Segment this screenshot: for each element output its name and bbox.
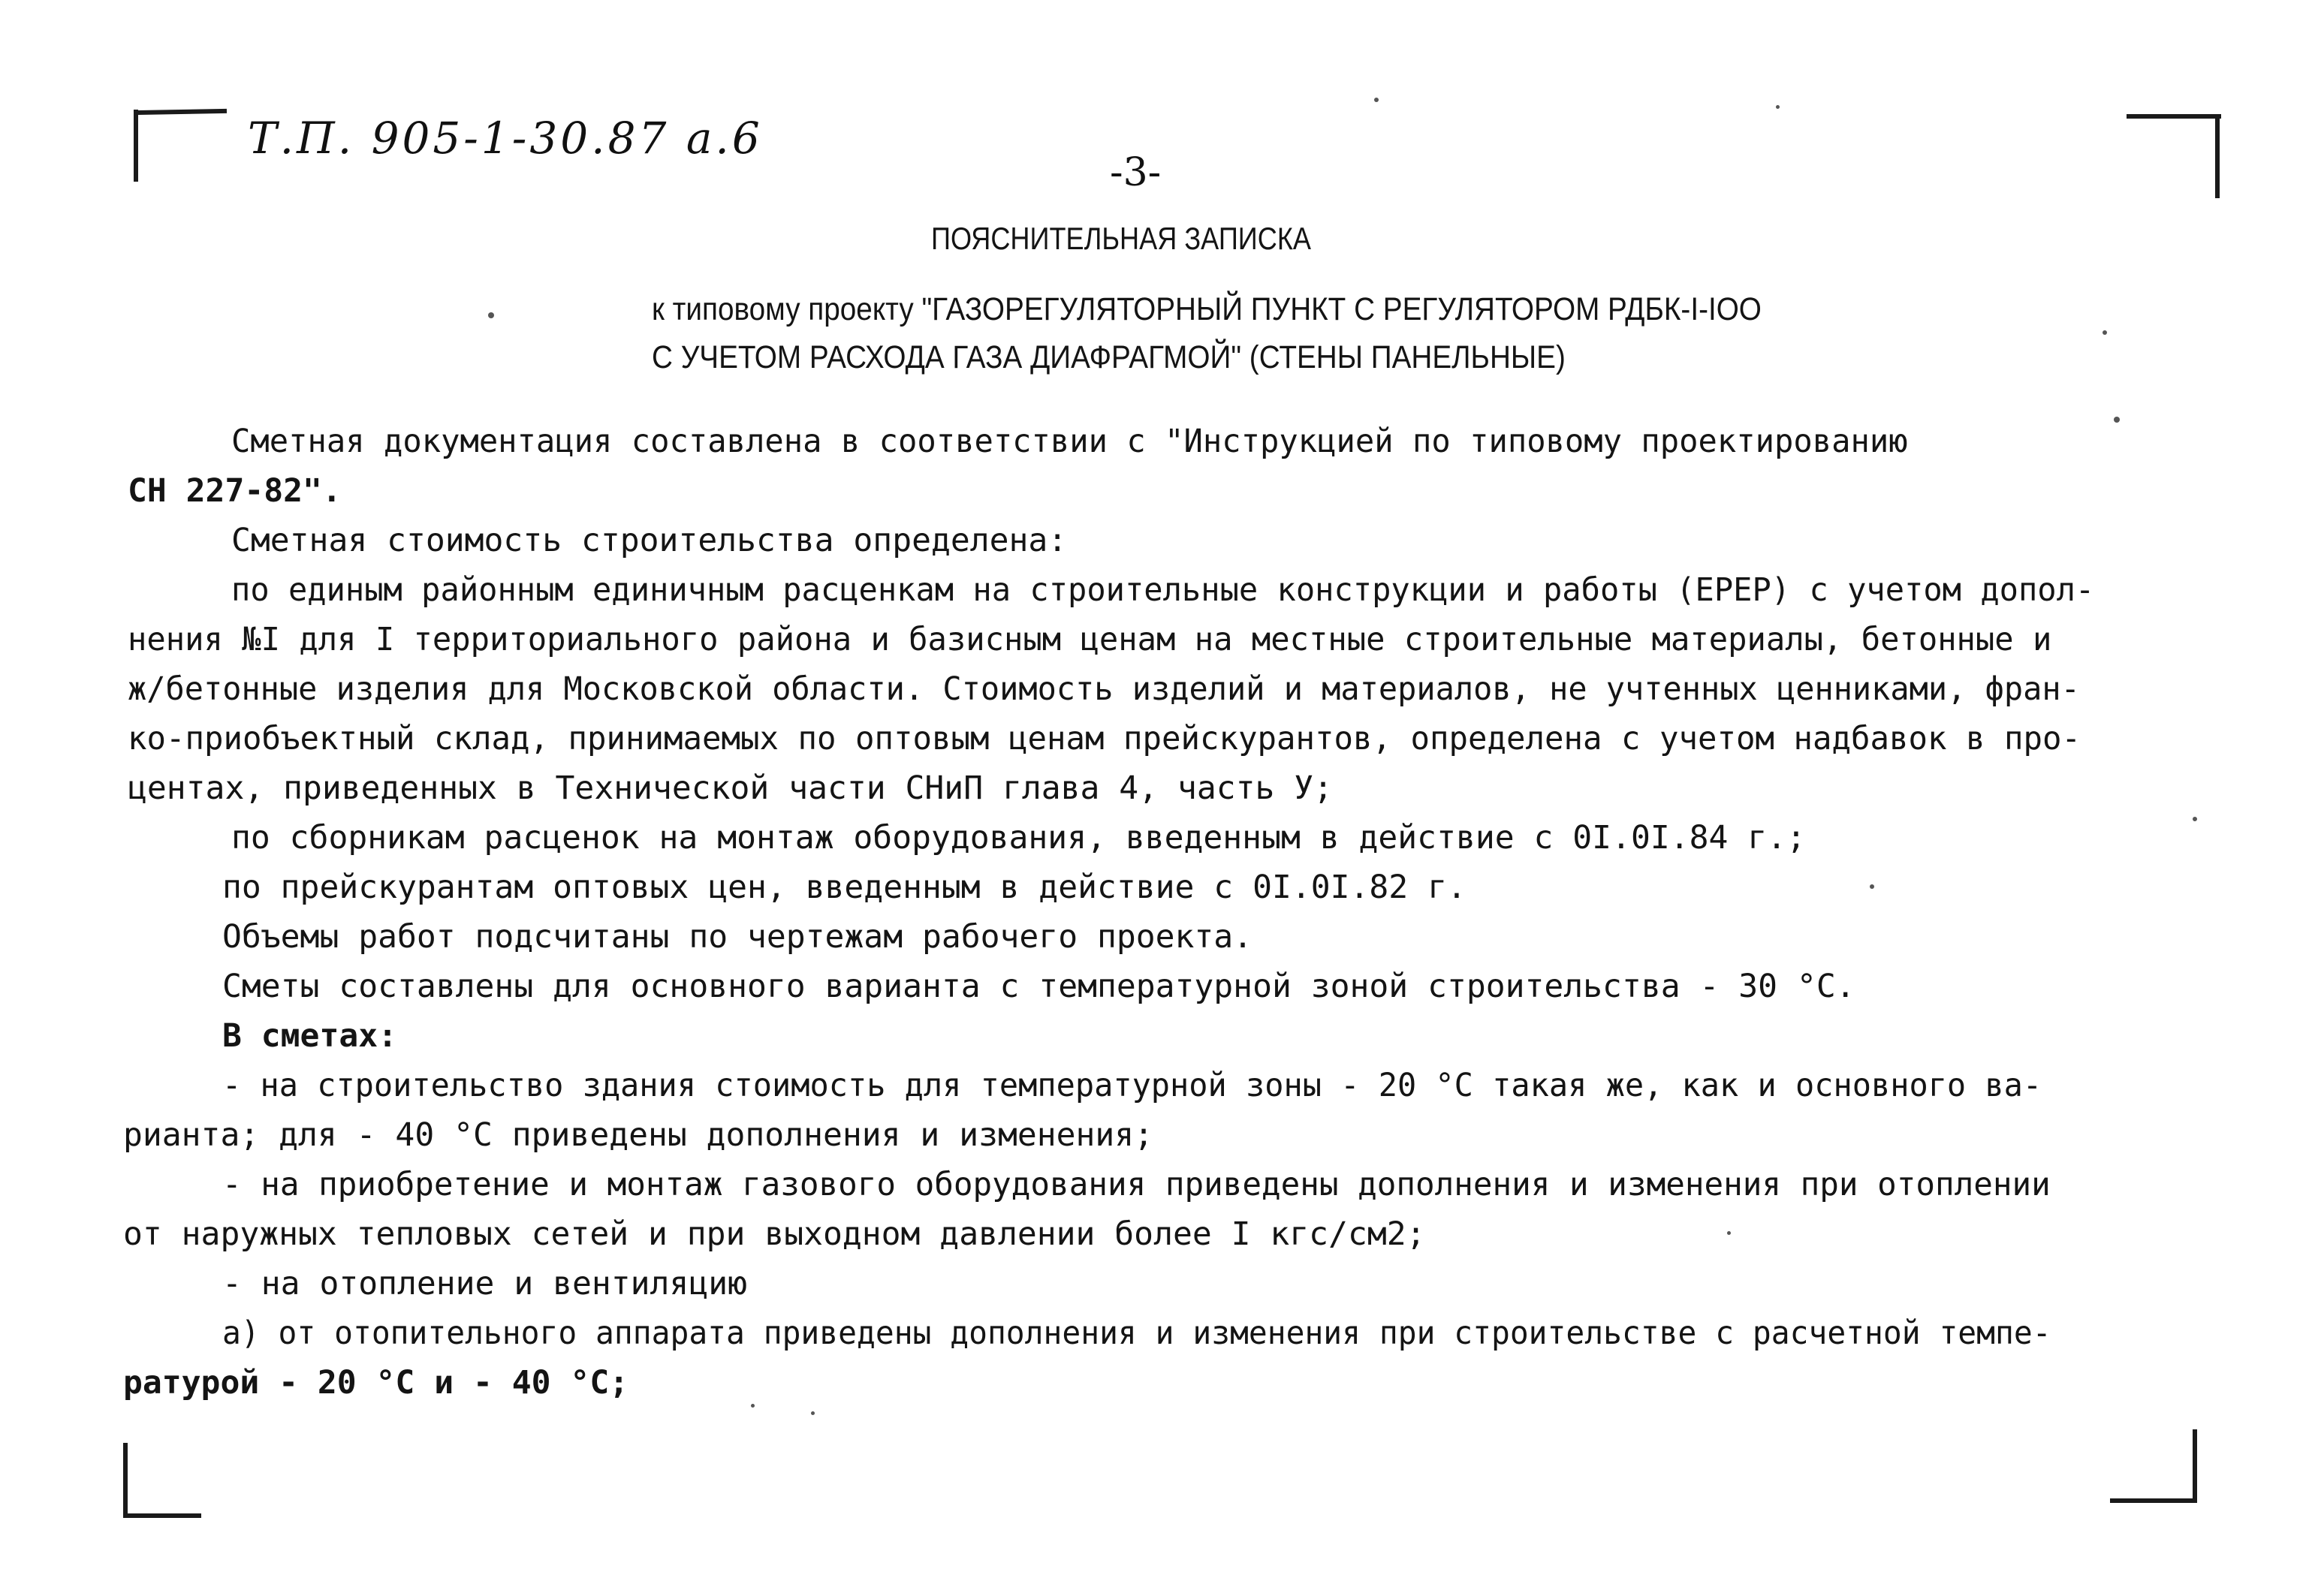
- document-subtitle-line: к типовому проекту "ГАЗОРЕГУЛЯТОРНЫЙ ПУНКТ С РЕГУЛЯТОРОМ РДБК-I-IOO: [652, 291, 1762, 327]
- body-line: СН 227-82".: [128, 472, 342, 510]
- crop-mark-top-right: [2127, 114, 2221, 119]
- body-line: Сметная стоимость строительства определена:: [231, 522, 1068, 559]
- body-line: Сметная документация составлена в соответствии с "Инструкцией по типовому проектированию: [231, 423, 1908, 460]
- scan-speck: [1776, 105, 1780, 109]
- crop-mark-bottom-right-vertical: [2193, 1429, 2197, 1503]
- crop-mark-bottom-right: [2110, 1498, 2197, 1503]
- body-line: Сметы составлены для основного варианта с температурной зоной строительства - 30 °С.: [222, 968, 1855, 1005]
- body-line: В сметах:: [222, 1017, 397, 1055]
- scan-speck: [751, 1404, 755, 1408]
- page-number: -3-: [1110, 150, 1162, 195]
- scan-speck: [488, 312, 494, 318]
- body-line: а) от отопительного аппарата приведены дополнения и изменения при строительстве с расчетной темпе-: [222, 1314, 2051, 1352]
- body-line: центах, приведенных в Технической части СНиП глава 4, часть У;: [128, 769, 1334, 807]
- document-title: ПОЯСНИТЕЛЬНАЯ ЗАПИСКА: [931, 221, 1311, 256]
- crop-mark-top-left: [134, 109, 227, 115]
- body-line: - на отопление и вентиляцию: [222, 1265, 747, 1302]
- crop-mark-top-right-vertical: [2215, 114, 2220, 198]
- body-line: от наружных тепловых сетей и при выходном давлении более I кгс/см2;: [123, 1215, 1426, 1253]
- body-line: ко-приобъектный склад, принимаемых по оптовым ценам прейскурантов, определена с учетом надбавок в про-: [128, 720, 2081, 757]
- crop-mark-bottom-left-vertical: [123, 1443, 128, 1518]
- scan-speck: [1870, 884, 1874, 889]
- scan-speck: [1374, 98, 1379, 102]
- crop-mark-top-left-vertical: [134, 110, 138, 182]
- crop-mark-bottom-left: [123, 1513, 201, 1518]
- scan-speck: [2193, 817, 2197, 821]
- scan-speck: [1727, 1231, 1731, 1235]
- document-subtitle-line: С УЧЕТОМ РАСХОДА ГАЗА ДИАФРАГМОЙ" (СТЕНЫ ПАНЕЛЬНЫЕ): [652, 339, 1566, 375]
- body-line: по сборникам расценок на монтаж оборудования, введенным в действие с 0I.0I.84 г.;: [231, 819, 1806, 857]
- scan-speck: [2103, 330, 2107, 335]
- body-line: нения №I для I территориального района и базисным ценам на местные строительные материалы, бетонные и: [128, 621, 2052, 658]
- body-line: - на приобретение и монтаж газового оборудования приведены дополнения и изменения при отоплении: [222, 1166, 2051, 1203]
- body-line: Объемы работ подсчитаны по чертежам рабочего проекта.: [222, 918, 1253, 956]
- scan-speck: [2114, 417, 2120, 423]
- body-line: ж/бетонные изделия для Московской области. Стоимость изделий и материалов, не учтенных ценниками, фран-: [128, 670, 2080, 708]
- body-line: - на строительство здания стоимость для температурной зоны - 20 °С такая же, как и основного ва-: [222, 1067, 2042, 1104]
- body-line: по единым районным единичным расценкам на строительные конструкции и работы (ЕРЕР) с учетом допол-: [231, 571, 2095, 609]
- body-line: рианта; для - 40 °С приведены дополнения и изменения;: [123, 1116, 1154, 1154]
- body-line: ратурой - 20 °С и - 40 °С;: [123, 1364, 629, 1402]
- body-line: по прейскурантам оптовых цен, введенным в действие с 0I.0I.82 г.: [222, 869, 1466, 906]
- scan-speck: [811, 1411, 815, 1415]
- document-code-stamp: Т.П. 905-1-30.87 а.6: [248, 113, 763, 164]
